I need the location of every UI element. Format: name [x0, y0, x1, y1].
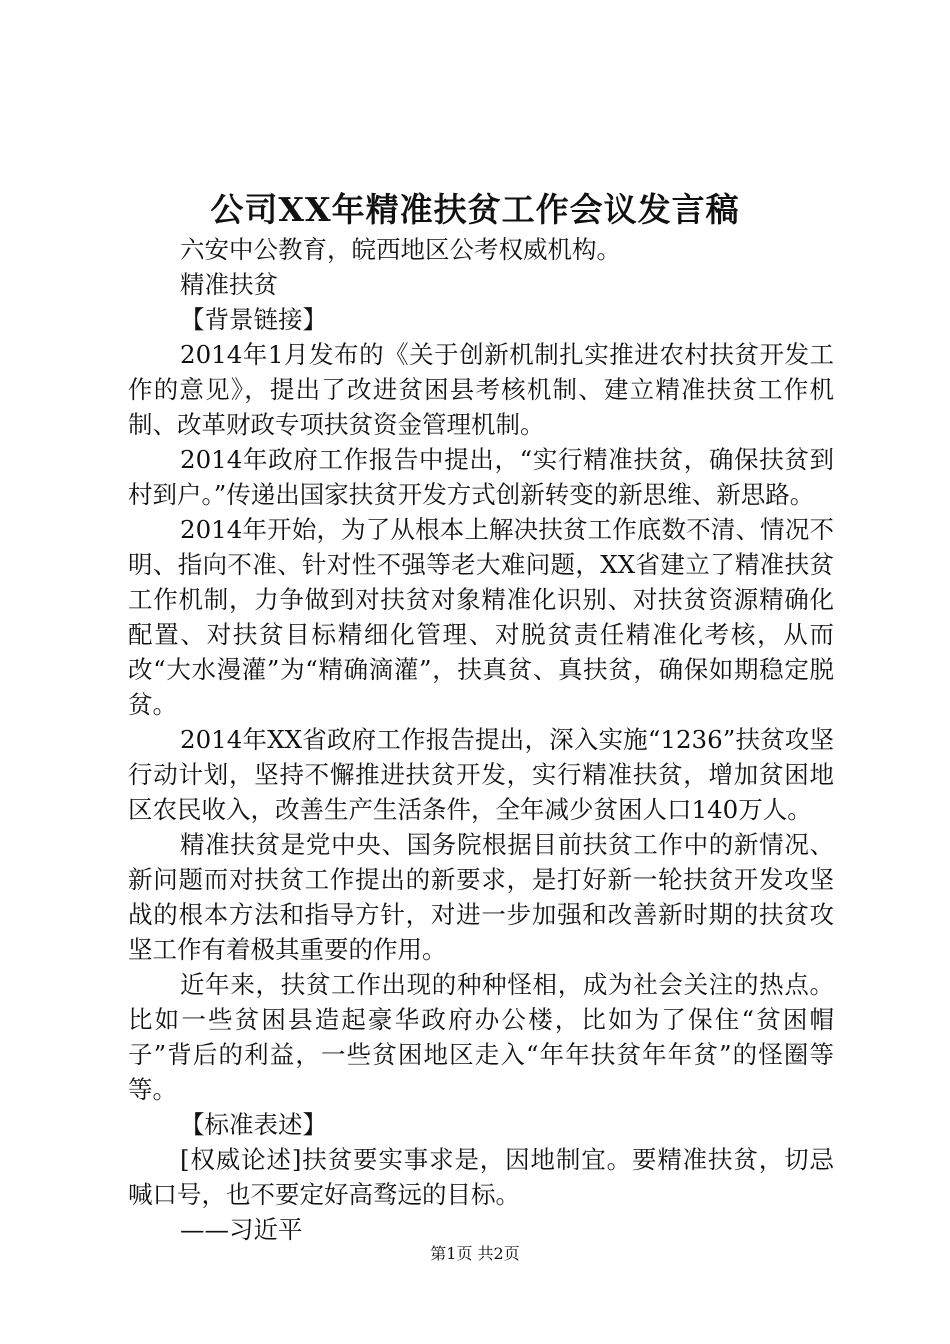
attribution: ——习近平 — [180, 1215, 303, 1244]
paragraph: 精准扶贫是党中央、国务院根据目前扶贫工作中的新情况、新问题而对扶贫工作提出的新要求，是打好新一轮扶贫开发攻坚战的根本方法和指导方针，对进一步加强和改善新时期的扶贫攻坚工作有着极其重要的作用。 — [128, 830, 834, 964]
section-heading: 【标准表述】 — [180, 1110, 327, 1139]
paragraph: [权威论述]扶贫要实事求是，因地制宜。要精准扶贫，切忌喊口号，也不要定好高骛远的目标。 — [128, 1145, 834, 1209]
paragraph: 2014年政府工作报告中提出，“实行精准扶贫，确保扶贫到村到户。”传递出国家扶贫开发方式创新转变的新思维、新思路。 — [128, 445, 834, 509]
document-body — [128, 232, 834, 1247]
paragraph: 近年来，扶贫工作出现的种种怪相，成为社会关注的热点。比如一些贫困县造起豪华政府办公楼，比如为了保住“贫困帽子”背后的利益，一些贫困地区走入“年年扶贫年年贫”的怪圈等等。 — [128, 970, 834, 1104]
paragraph: 2014年XX省政府工作报告提出，深入实施“1236”扶贫攻坚行动计划，坚持不懈推进扶贫开发，实行精准扶贫，增加贫困地区农民收入，改善生产生活条件，全年减少贫困人口140万人。 — [128, 725, 834, 824]
page-footer: 第1页 共2页 — [430, 1244, 520, 1263]
paragraph: 精准扶贫 — [180, 270, 278, 299]
paragraph: 六安中公教育，皖西地区公考权威机构。 — [180, 235, 621, 264]
paragraph: 2014年开始，为了从根本上解决扶贫工作底数不清、情况不明、指向不准、针对性不强等老大难问题，XX省建立了精准扶贫工作机制，力争做到对扶贫对象精准化识别、对扶贫资源精确化配置、对扶贫目标精细化管理、对脱贫责任精准化考核，从而改“大水漫灌”为“精确滴灌”，扶真贫、真扶贫，确保如期稳定脱贫。 — [128, 515, 834, 719]
section-heading: 【背景链接】 — [180, 305, 327, 334]
paragraph: 2014年1月发布的《关于创新机制扎实推进农村扶贫开发工作的意见》，提出了改进贫困县考核机制、建立精准扶贫工作机制、改革财政专项扶贫资金管理机制。 — [128, 340, 834, 439]
document-title: 公司XX年精准扶贫工作会议发言稿 — [210, 190, 740, 229]
